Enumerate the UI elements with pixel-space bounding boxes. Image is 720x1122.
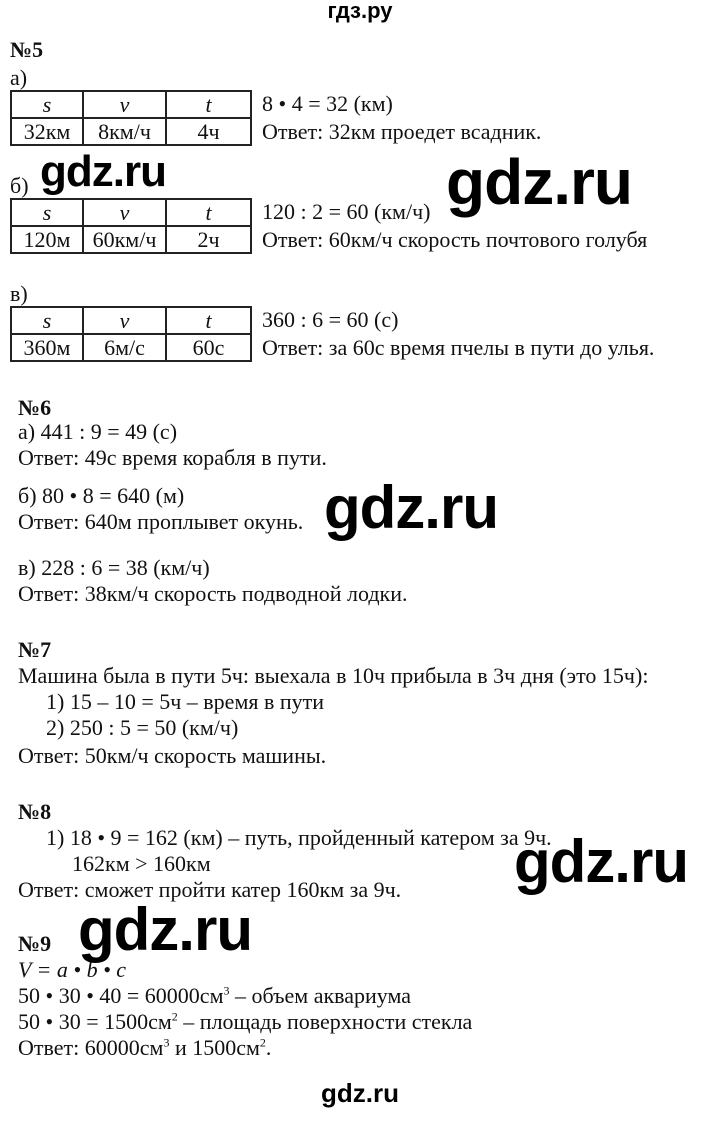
task7-line: Ответ: 50км/ч скорость машины. (18, 743, 327, 768)
part-b-answer: Ответ: 60км/ч скорость почтового голубя (262, 227, 648, 252)
header-t: t (166, 199, 251, 226)
site-header: гдз.ру (327, 0, 393, 23)
header-s: s (11, 199, 83, 226)
cell-v: 8км/ч (83, 118, 166, 145)
cell-t: 2ч (166, 226, 251, 253)
part-c-calc: 360 : 6 = 60 (с) (262, 307, 399, 332)
watermark-logo: gdz.ru (78, 896, 252, 963)
cell-s: 120м (11, 226, 83, 253)
part-a-calc: 8 • 4 = 32 (км) (262, 91, 393, 116)
task6-title: №6 (18, 395, 52, 420)
task6-line: Ответ: 38км/ч скорость подводной лодки. (18, 581, 408, 606)
part-b-label: б) (10, 173, 29, 198)
cell-s: 360м (11, 334, 83, 361)
task6-line: в) 228 : 6 = 38 (км/ч) (18, 555, 210, 580)
answer-part: Ответ: 60000см (18, 1035, 164, 1060)
header-s: s (11, 307, 83, 334)
watermark-logo: gdz.ru (514, 828, 688, 895)
site-footer: gdz.ru (321, 1078, 399, 1108)
watermark-logo: gdz.ru (324, 474, 498, 541)
area-desc: – площадь поверхности стекла (177, 1009, 473, 1034)
part-c-answer: Ответ: за 60с время пчелы в пути до улья. (262, 335, 655, 360)
header-t: t (166, 91, 251, 118)
header-v: v (83, 307, 166, 334)
area-calc: 50 • 30 = 1500см (18, 1009, 172, 1034)
superscript: 3 (223, 983, 230, 998)
header-s: s (11, 91, 83, 118)
part-a-label: а) (10, 65, 28, 90)
volume-desc: – объем аквариума (229, 983, 412, 1008)
table-part-c (10, 306, 252, 362)
task7-line: 2) 250 : 5 = 50 (км/ч) (46, 715, 239, 740)
cell-s: 32км (11, 118, 83, 145)
task8-line: 1) 18 • 9 = 162 (км) – путь, пройденный катером за 9ч. (46, 825, 552, 850)
header-v: v (83, 199, 166, 226)
part-a-answer: Ответ: 32км проедет всадник. (262, 119, 542, 144)
task9-area-line (18, 1010, 472, 1034)
task9-title: №9 (18, 931, 52, 956)
task8-line: 162км > 160км (72, 851, 211, 876)
answer-part: и 1500см (169, 1035, 260, 1060)
table-part-a (10, 90, 252, 146)
volume-calc: 50 • 30 • 40 = 60000см (18, 983, 224, 1008)
task7-title: №7 (18, 637, 52, 662)
task9-volume-line (18, 984, 411, 1008)
superscript: 3 (163, 1035, 170, 1050)
watermark-logo: gdz.ru (40, 147, 166, 196)
task6-line: Ответ: 640м проплывет окунь. (18, 509, 304, 534)
cell-v: 6м/с (83, 334, 166, 361)
task8-title: №8 (18, 799, 52, 824)
cell-t: 4ч (166, 118, 251, 145)
task7-line: 1) 15 – 10 = 5ч – время в пути (46, 689, 325, 714)
table-part-b (10, 198, 252, 254)
part-b-calc: 120 : 2 = 60 (км/ч) (262, 199, 431, 224)
task8-line: Ответ: сможет пройти катер 160км за 9ч. (18, 877, 402, 902)
task6-line: а) 441 : 9 = 49 (с) (18, 419, 178, 444)
header-t: t (166, 307, 251, 334)
part-c-label: в) (10, 281, 28, 306)
task7-line: Машина была в пути 5ч: выехала в 10ч прибыла в 3ч дня (это 15ч): (18, 663, 649, 688)
cell-t: 60с (166, 334, 251, 361)
superscript: 2 (259, 1035, 266, 1050)
watermark-logo: gdz.ru (446, 146, 632, 218)
header-v: v (83, 91, 166, 118)
cell-v: 60км/ч (83, 226, 166, 253)
task5-title: №5 (10, 37, 44, 62)
task6-line: Ответ: 49с время корабля в пути. (18, 445, 327, 470)
task9-formula: V = a • b • c (18, 957, 127, 982)
task6-line: б) 80 • 8 = 640 (м) (18, 483, 185, 508)
task9-answer (18, 1036, 271, 1060)
superscript: 2 (171, 1009, 178, 1024)
answer-part: . (265, 1035, 272, 1060)
